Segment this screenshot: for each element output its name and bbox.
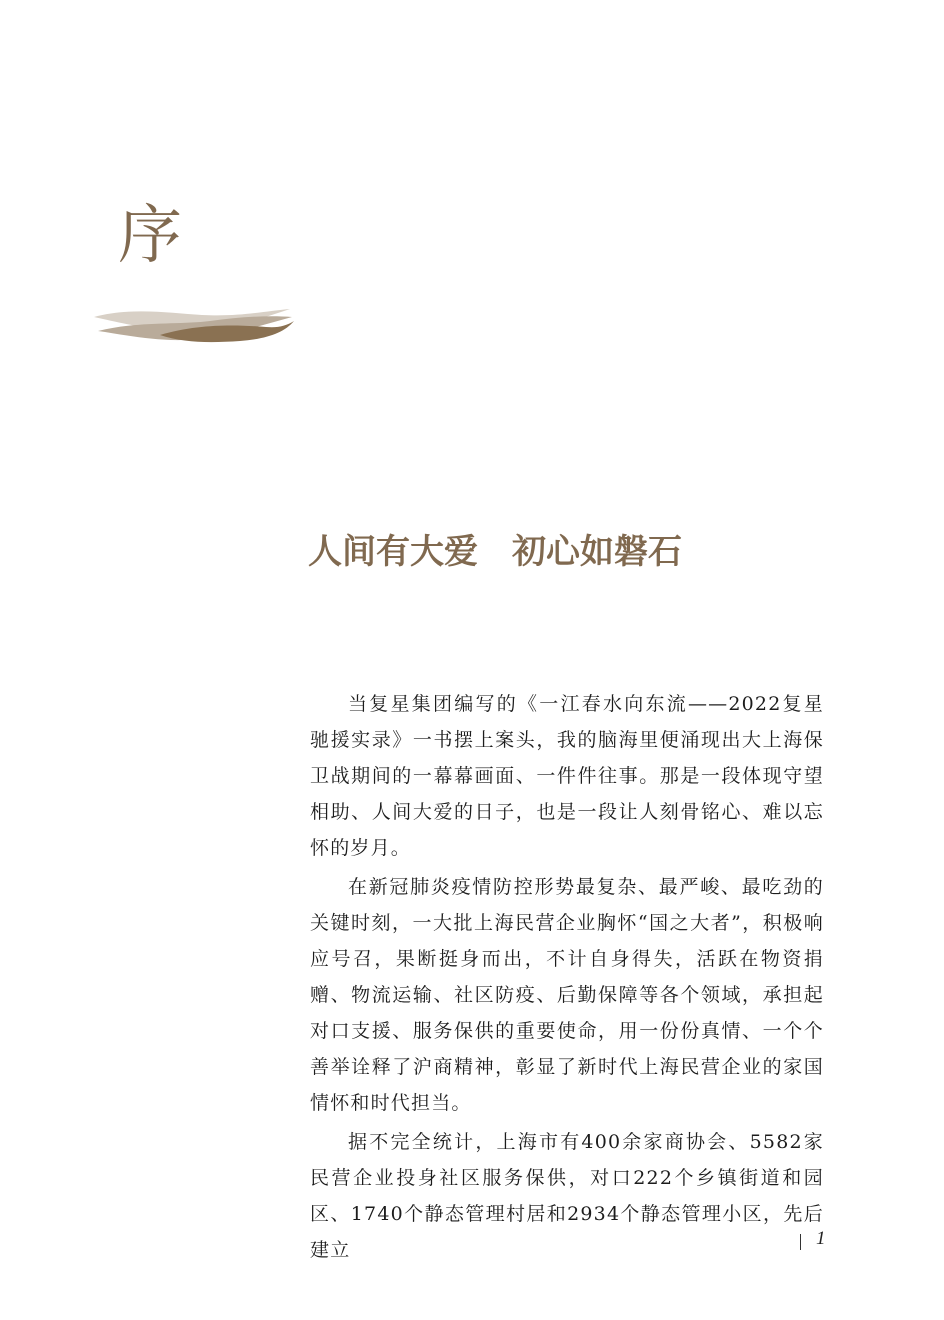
paragraph: 在新冠肺炎疫情防控形势最复杂、最严峻、最吃劲的关键时刻，一大批上海民营企业胸怀“国之大者”，积极响应号召，果断挺身而出，不计自身得失，活跃在物资捐赠、物流运输、社区防疫、后勤保障等各个领域，承担起对口支援、服务保供的重要使命，用一份份真情、一个个善举诠释了沪商精神，彰显了新时代上海民营企业的家国情怀和时代担当。 xyxy=(310,876,824,1114)
wave-ornament xyxy=(90,305,295,353)
paragraph: 当复星集团编写的《一江春水向东流——2022复星驰援实录》一书摆上案头，我的脑海里便涌现出大上海保卫战期间的一幕幕画面、一件件往事。那是一段体现守望相助、人间大爱的日子，也是一段让人刻骨铭心、难以忘怀的岁月。 xyxy=(310,693,824,859)
paragraph: 据不完全统计，上海市有400余家商协会、5582家民营企业投身社区服务保供，对口222个乡镇街道和园区、1740个静态管理村居和2934个静态管理小区，先后建立 xyxy=(310,1131,824,1261)
page-number: 1 xyxy=(816,1228,826,1249)
body-text xyxy=(310,686,824,1271)
headline: 人间有大爱 初心如磐石 xyxy=(308,532,682,572)
footer-rule xyxy=(800,1234,801,1250)
section-mark: 序 xyxy=(118,199,182,273)
